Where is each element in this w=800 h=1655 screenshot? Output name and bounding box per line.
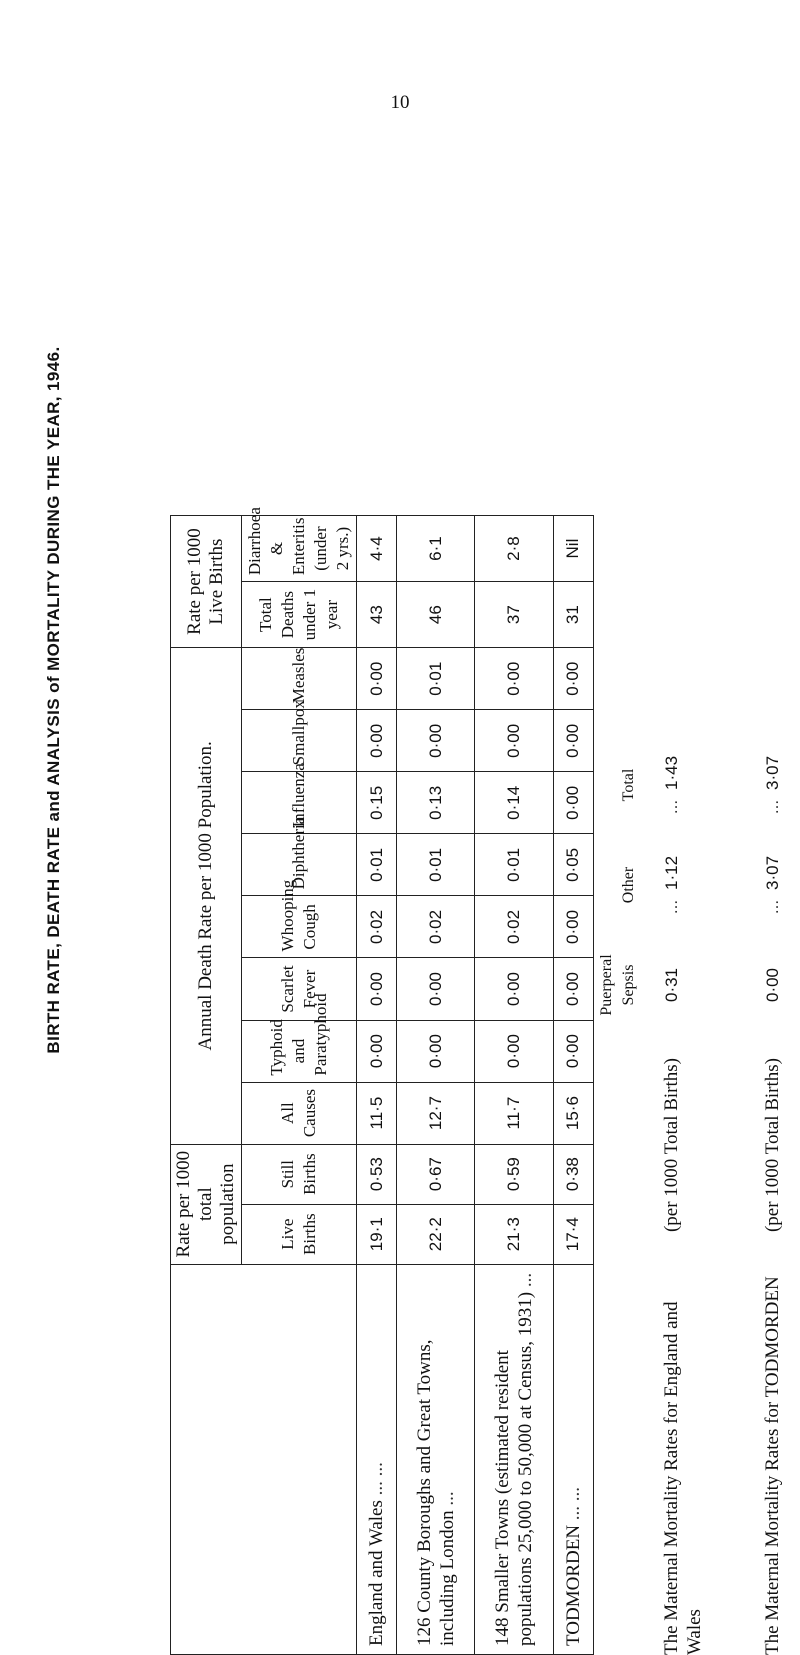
table-cell: 0·67 <box>397 1144 475 1204</box>
table-cell: 0·00 <box>397 710 475 772</box>
table-row <box>357 516 397 1655</box>
table-cell: 43 <box>357 582 397 648</box>
table-cell: 4·4 <box>357 516 397 582</box>
column-header: Total Deaths under 1 year <box>242 582 357 648</box>
table-cell: 0·00 <box>475 1020 553 1082</box>
maternal-header-sepsis: Puerperal Sepsis <box>598 954 637 1016</box>
maternal-row <box>761 725 800 1655</box>
maternal-value-sepsis: 0·31 <box>662 967 681 1003</box>
table-row <box>475 516 553 1655</box>
column-header: Typhoid and Paratyphoid <box>242 1020 357 1082</box>
table-cell: 0·00 <box>553 958 593 1020</box>
maternal-header-other: Other <box>620 866 637 904</box>
table-cell: 0·00 <box>553 896 593 958</box>
table-cell: 12·7 <box>397 1082 475 1144</box>
table-cell: 46 <box>397 582 475 648</box>
table-cell: 21·3 <box>475 1204 553 1264</box>
maternal-row-desc: (per 1000 Total Births) <box>762 1057 783 1233</box>
maternal-value-sepsis: 0·00 <box>763 967 782 1003</box>
table-cell: 11·5 <box>357 1082 397 1144</box>
table-cell: 2·8 <box>475 516 553 582</box>
column-header: Influenza <box>242 772 357 834</box>
table-cell: 0·00 <box>475 710 553 772</box>
table-cell: 0·38 <box>553 1144 593 1204</box>
table-row <box>397 516 475 1655</box>
table-cell: 0·00 <box>475 958 553 1020</box>
table-cell: 37 <box>475 582 553 648</box>
maternal-row-label: The Maternal Mortality Rates for England and Wales <box>661 1301 705 1655</box>
table-cell: 0·00 <box>357 710 397 772</box>
table-cell: 31 <box>553 582 593 648</box>
table-cell: 6·1 <box>397 516 475 582</box>
table-cell: 0·00 <box>475 648 553 710</box>
table-cell: 0·00 <box>553 710 593 772</box>
table-cell: 0·00 <box>397 1020 475 1082</box>
column-header: Measles <box>242 648 357 710</box>
table-cell: 0·15 <box>357 772 397 834</box>
table-cell: 0·00 <box>553 772 593 834</box>
column-header: Live Births <box>242 1204 357 1264</box>
table-corner <box>171 1264 357 1654</box>
column-header: All Causes <box>242 1082 357 1144</box>
table-cell: 0·00 <box>357 648 397 710</box>
table-cell: 0·53 <box>357 1144 397 1204</box>
table-cell: 0·00 <box>553 648 593 710</box>
group-header-infant: Rate per 1000 Live Births <box>171 516 242 648</box>
row-label: 148 Smaller Towns (estimated resident populations 25,000 to 50,000 at Census, 1931) ... <box>475 1264 553 1654</box>
maternal-row-label: The Maternal Mortality Rates for TODMORDEN <box>762 1276 783 1655</box>
table-cell: 0·00 <box>397 958 475 1020</box>
maternal-value-total: ...1·43 <box>662 755 681 815</box>
maternal-header-row <box>580 725 640 1655</box>
column-header: Diphtheria <box>242 834 357 896</box>
table-cell: 0·00 <box>553 1020 593 1082</box>
table-cell: 0·02 <box>357 896 397 958</box>
table-cell: 0·01 <box>397 648 475 710</box>
column-header: Still Births <box>242 1144 357 1204</box>
row-label: TODMORDEN ... ... <box>553 1264 593 1654</box>
maternal-mortality-section <box>598 725 800 1655</box>
table-cell: 0·14 <box>475 772 553 834</box>
maternal-row-desc: (per 1000 Total Births) <box>661 1057 682 1233</box>
group-header-death: Annual Death Rate per 1000 Population. <box>171 648 242 1144</box>
maternal-value-other: ...3·07 <box>763 855 782 915</box>
table-cell: 0·05 <box>553 834 593 896</box>
row-label: 126 County Boroughs and Great Towns, including London ... <box>397 1264 475 1654</box>
table-cell: 0·00 <box>357 958 397 1020</box>
table-cell: 0·00 <box>357 1020 397 1082</box>
table-cell: Nil <box>553 516 593 582</box>
maternal-row <box>660 725 761 1655</box>
table-cell: 0·01 <box>357 834 397 896</box>
table-cell: 17·4 <box>553 1204 593 1264</box>
page-number: 10 <box>390 92 410 113</box>
maternal-value-total: ...3·07 <box>763 755 782 815</box>
table-cell: 0·01 <box>475 834 553 896</box>
table-cell: 0·02 <box>475 896 553 958</box>
table-cell: 0·02 <box>397 896 475 958</box>
table-cell: 11·7 <box>475 1082 553 1144</box>
column-header: Smallpox <box>242 710 357 772</box>
column-header: Diarrhoea & Enteritis (under 2 yrs.) <box>242 516 357 582</box>
row-label: England and Wales ... ... <box>357 1264 397 1654</box>
group-header-birth: Rate per 1000 total population <box>171 1144 242 1264</box>
column-header: Whooping Cough <box>242 896 357 958</box>
maternal-value-other: ...1·12 <box>662 855 681 915</box>
table-cell: 15·6 <box>553 1082 593 1144</box>
column-header: Scarlet Fever <box>242 958 357 1020</box>
maternal-header-total: Total <box>620 768 637 802</box>
table-cell: 0·13 <box>397 772 475 834</box>
page-title: BIRTH RATE, DEATH RATE and ANALYSIS of MORTALITY DURING THE YEAR, 1946. <box>44 346 63 1054</box>
table-cell: 22·2 <box>397 1204 475 1264</box>
mortality-table <box>170 507 594 1655</box>
table-cell: 19·1 <box>357 1204 397 1264</box>
table-cell: 0·01 <box>397 834 475 896</box>
table-cell: 0·59 <box>475 1144 553 1204</box>
